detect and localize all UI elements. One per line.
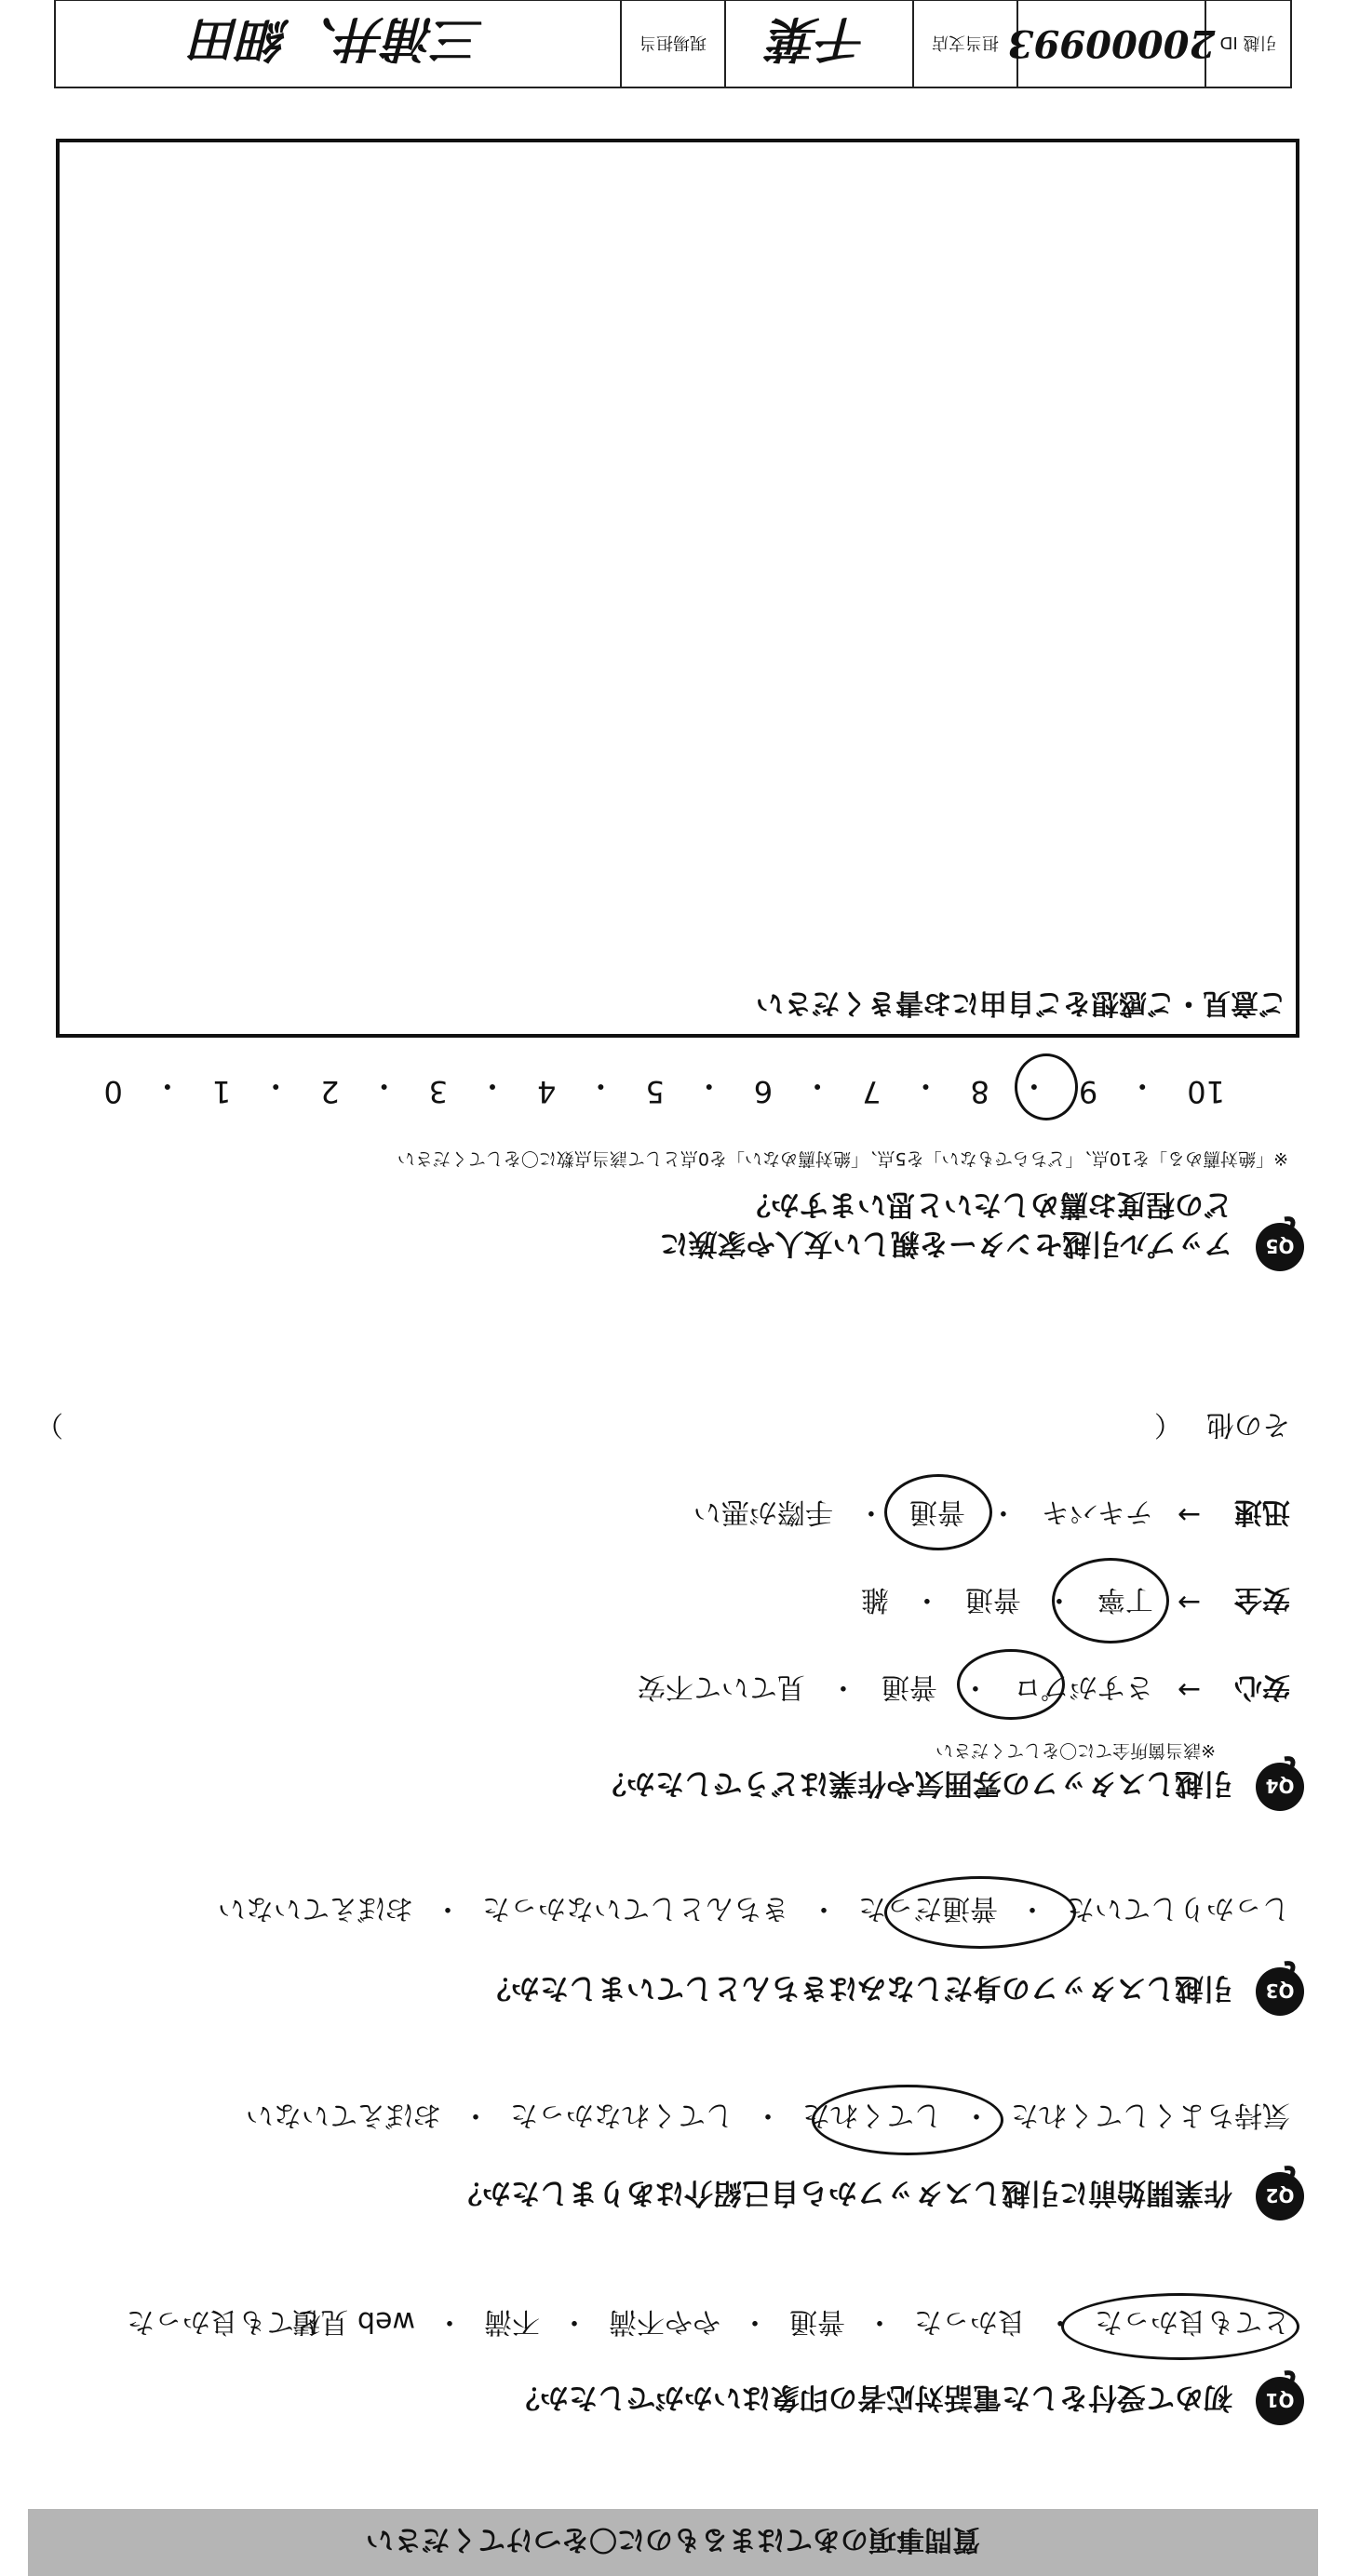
answer-circle bbox=[1015, 1053, 1078, 1120]
answer-circle bbox=[1052, 1558, 1169, 1644]
option-label[interactable]: 普通 bbox=[881, 1670, 937, 1703]
answer-circle bbox=[884, 1876, 1076, 1949]
question-note: ※「絶対薦める」を10点、「どちらでもない」を5点、「絶対薦めない」を0点として該当点数に〇をしてください bbox=[397, 1148, 1288, 1169]
option-label: とても良かった bbox=[127, 2305, 322, 2338]
scale-option[interactable]: 6 bbox=[753, 1074, 774, 1109]
option-label[interactable]: きちんとしていなかった bbox=[482, 1892, 789, 1925]
scale-option[interactable]: 1 bbox=[211, 1074, 232, 1109]
id-value[interactable]: 20000993 bbox=[1016, 1, 1205, 87]
option-label[interactable]: とても良かった bbox=[1095, 2305, 1290, 2338]
question-title: 引越しスタッフの身だしなみはきちんとしていましたか？ bbox=[482, 1971, 1232, 2005]
option-label[interactable]: しっかりしていた bbox=[1067, 1892, 1290, 1925]
option-label[interactable]: テキパキ bbox=[1041, 1496, 1153, 1528]
option-label[interactable]: 普通だった bbox=[858, 1892, 998, 1925]
svg-text:Q5: Q5 bbox=[1265, 1235, 1295, 1257]
option-label[interactable]: 気持ちよくしてくれた bbox=[1011, 2099, 1290, 2131]
svg-text:Q2: Q2 bbox=[1265, 2184, 1295, 2207]
staff-value[interactable]: 三浦井、細田 bbox=[193, 10, 484, 68]
option-label[interactable]: してくれなかった bbox=[510, 2099, 734, 2131]
svg-text:Q3: Q3 bbox=[1265, 1979, 1295, 2002]
q4-rows bbox=[35, 1361, 1290, 1711]
comment-box-title: ご意見・ご感想をご自由にお書きください bbox=[756, 986, 1286, 1019]
question-2 bbox=[37, 2036, 1309, 2222]
option-label[interactable]: 見ていて不安 bbox=[637, 1670, 805, 1703]
answer-circle bbox=[884, 1474, 992, 1550]
option-label[interactable]: してくれた bbox=[802, 2099, 942, 2131]
row-label: 迅速 bbox=[1234, 1496, 1290, 1528]
q2-options: 気持ちよくしてくれた ・ してくれた ・ してくれなかった ・ おぼえていない bbox=[246, 2098, 1290, 2139]
scale-option[interactable]: 5 bbox=[645, 1074, 665, 1109]
other-paren-close: ） bbox=[35, 1408, 63, 1441]
other-label: その他 bbox=[1206, 1408, 1290, 1441]
option-label[interactable]: 良かった bbox=[914, 2305, 1026, 2338]
branch-value[interactable]: 千葉 bbox=[724, 1, 912, 87]
question-title: アップル引越センターを親しい友人や家族に bbox=[659, 1227, 1232, 1260]
q1-options: とても良かった ・ 良かった ・ 普通 ・ やや不満 ・ 不満 ・ web 見積 bbox=[292, 2304, 1290, 2345]
option-label[interactable]: さすがプロ bbox=[1013, 1670, 1153, 1703]
option-label[interactable]: おぼえていない bbox=[218, 1892, 413, 1925]
option-label[interactable]: 普通 bbox=[789, 2305, 845, 2338]
option-label[interactable]: 丁寧 bbox=[1097, 1583, 1153, 1616]
option-label[interactable]: おぼえていない bbox=[246, 2099, 441, 2131]
question-title: 引越しスタッフの雰囲気や作業はどうでしたか？ bbox=[598, 1766, 1232, 1800]
question-4 bbox=[35, 1408, 1309, 1813]
branch-label: 担当支店 bbox=[912, 1, 1016, 87]
option-label[interactable]: 普通 bbox=[909, 1496, 965, 1528]
svg-text:Q4: Q4 bbox=[1265, 1775, 1295, 1797]
question-badge-icon bbox=[1251, 2369, 1309, 2427]
q4-row-other bbox=[35, 1407, 1290, 1448]
question-badge-icon bbox=[1251, 1755, 1309, 1813]
answer-circle bbox=[1061, 2293, 1299, 2360]
option-label[interactable]: web 見積 bbox=[292, 2305, 415, 2338]
option-label[interactable]: 手際が悪い bbox=[693, 1496, 833, 1528]
staff-label: 現場担当 bbox=[620, 1, 724, 87]
row-label: 安全 bbox=[1234, 1583, 1290, 1616]
arrow-icon: → bbox=[1177, 1586, 1201, 1619]
question-badge-icon bbox=[1251, 2165, 1309, 2222]
q4-row-anzen: 安全 → 丁寧 ・ 普通 ・ 雑 bbox=[35, 1582, 1290, 1623]
question-badge-icon bbox=[1251, 1960, 1309, 2018]
q5-scale: 10 ・ 9 ・ 8 ・ 7 ・ 6 ・ 5 ・ 4 ・ 3 ・ 2 ・ 1 ・ 0 bbox=[103, 1068, 1225, 1109]
scale-option[interactable]: 0 bbox=[103, 1074, 123, 1109]
option-label[interactable]: 普通 bbox=[964, 1583, 1021, 1616]
question-title-line2: どの程度お薦めしたいと思いますか？ bbox=[742, 1187, 1232, 1221]
arrow-icon: → bbox=[1177, 1498, 1201, 1532]
question-1 bbox=[37, 2241, 1309, 2427]
q3-options: しっかりしていた ・ 普通だった ・ きちんとしていなかった ・ おぼえていない bbox=[218, 1891, 1290, 1932]
option-label[interactable]: やや不満 bbox=[609, 2305, 720, 2338]
svg-text:Q1: Q1 bbox=[1265, 2389, 1295, 2411]
q4-row-anshin: 安心 → さすがプロ ・ 普通 ・ 見ていて不安 bbox=[35, 1670, 1290, 1711]
question-title: 初めて受付をした電話対応者の印象はいかがでしたか？ bbox=[511, 2381, 1232, 2414]
scale-option[interactable]: 2 bbox=[320, 1074, 340, 1109]
scale-option[interactable]: 4 bbox=[537, 1074, 557, 1109]
q4-row-jinsoku: 迅速 → テキパキ ・ 普通 ・ 手際が悪い bbox=[35, 1495, 1290, 1536]
row-label: 安心 bbox=[1234, 1670, 1290, 1703]
id-label: 引越 ID bbox=[1205, 1, 1290, 87]
id-table bbox=[54, 0, 1292, 88]
arrow-icon: → bbox=[1177, 1673, 1201, 1707]
question-badge-icon bbox=[1251, 1215, 1309, 1273]
question-note: ※該当箇所全てに〇をしてください bbox=[935, 1740, 1216, 1761]
scale-option[interactable]: 9 bbox=[1078, 1074, 1098, 1109]
answer-circle bbox=[957, 1649, 1065, 1720]
answer-circle bbox=[812, 2085, 1003, 2155]
comment-box[interactable] bbox=[56, 139, 1299, 1038]
scale-option[interactable]: 8 bbox=[970, 1074, 989, 1109]
scale-option[interactable]: 3 bbox=[428, 1074, 449, 1109]
option-label[interactable]: 雑 bbox=[860, 1583, 889, 1616]
scale-option[interactable]: 10 bbox=[1187, 1074, 1225, 1109]
other-paren-open: （ bbox=[1154, 1408, 1182, 1441]
question-3 bbox=[37, 1831, 1309, 2018]
question-title: 作業開始前に引越しスタッフから自己紹介はありましたか？ bbox=[453, 2176, 1232, 2209]
scale-option[interactable]: 7 bbox=[862, 1074, 882, 1109]
banner-text: 質問事項のあてはまるものに〇をつけてください bbox=[366, 2523, 980, 2556]
instruction-banner bbox=[28, 2509, 1318, 2576]
option-label[interactable]: 不満 bbox=[484, 2305, 540, 2338]
question-5 bbox=[37, 1050, 1309, 1273]
